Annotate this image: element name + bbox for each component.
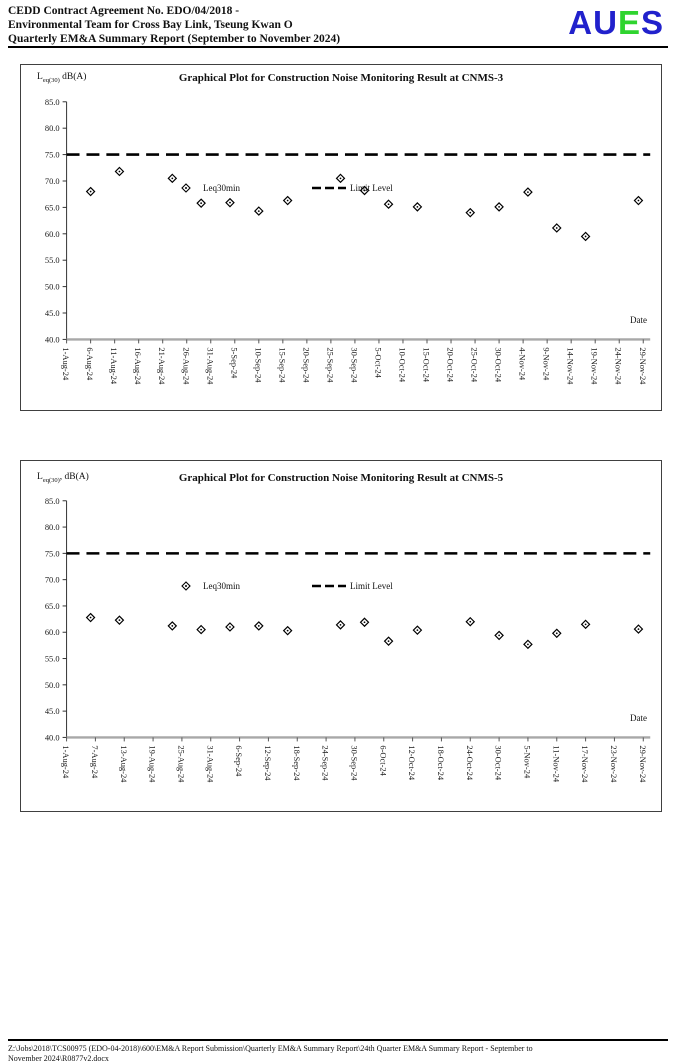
x-tick-label: 11-Aug-24 [109, 347, 120, 385]
data-point-center [171, 625, 173, 627]
data-point-center [90, 617, 92, 619]
y-tick-label: 70.0 [44, 175, 60, 186]
data-point-center [119, 619, 121, 621]
x-tick-label: 20-Sep-24 [301, 347, 312, 383]
data-point-center [258, 210, 260, 212]
x-tick-label: 29-Nov-24 [637, 347, 648, 385]
x-tick-label: 6-Oct-24 [378, 745, 389, 776]
x-tick-label: 4-Nov-24 [517, 347, 528, 381]
x-tick-label: 13-Aug-24 [118, 745, 129, 783]
legend-limit-level-label: Limit Level [350, 581, 393, 591]
data-point-center [287, 200, 289, 202]
x-tick-label: 29-Nov-24 [637, 745, 648, 783]
x-tick-label: 30-Sep-24 [349, 745, 360, 781]
x-tick-label: 6-Sep-24 [234, 745, 245, 777]
page-header [8, 4, 668, 48]
y-tick-label: 45.0 [44, 307, 60, 318]
x-tick-label: 7-Aug-24 [89, 745, 100, 779]
header-divider-rule [8, 46, 668, 48]
y-axis-title-suffix: , dB(A) [59, 472, 89, 482]
x-tick-label: 12-Sep-24 [262, 745, 273, 781]
data-point-center [258, 625, 260, 627]
x-tick-label: 5-Oct-24 [373, 347, 384, 378]
x-tick-label: 6-Aug-24 [85, 347, 96, 381]
chart-title: Graphical Plot for Construction Noise Monitoring Result at CNMS-5 [178, 472, 504, 484]
y-axis-title-suffix: dB(A) [59, 72, 87, 82]
x-tick-label: 15-Sep-24 [277, 347, 288, 383]
x-tick-label: 1-Aug-24 [61, 745, 72, 779]
x-tick-label: 18-Oct-24 [435, 745, 446, 781]
x-tick-label: 12-Oct-24 [407, 745, 418, 781]
chart-title: Graphical Plot for Construction Noise Monitoring Result at CNMS-3 [178, 72, 504, 84]
y-tick-label: 85.0 [44, 96, 60, 107]
y-tick-label: 50.0 [44, 679, 60, 690]
legend-leq30min-label: Leq30min [203, 183, 240, 193]
x-tick-label: 31-Aug-24 [205, 347, 216, 385]
header-line-contract: CEDD Contract Agreement No. EDO/04/2018 - [8, 5, 240, 17]
chart-legend [181, 183, 393, 193]
legend-limit-level-label: Limit Level [350, 183, 393, 193]
y-tick-label: 60.0 [44, 228, 60, 239]
aues-logo [568, 4, 664, 42]
x-tick-label: 17-Nov-24 [580, 745, 591, 783]
data-point-center [90, 191, 92, 193]
data-point-center [638, 200, 640, 202]
footer-path-line2: November 2024\R0877v2.docx [8, 1053, 109, 1063]
x-axis-title: Date [630, 713, 647, 723]
data-point-center [200, 202, 202, 204]
dashed-line-icon [312, 583, 346, 589]
x-tick-label: 24-Sep-24 [320, 745, 331, 781]
x-tick-label: 11-Nov-24 [551, 745, 562, 783]
logo-letter-s: S [640, 4, 664, 41]
data-point-center [229, 626, 231, 628]
x-tick-label: 19-Aug-24 [147, 745, 158, 783]
x-tick-label: 23-Nov-24 [608, 745, 619, 783]
data-point-center [287, 630, 289, 632]
y-tick-label: 65.0 [44, 202, 60, 213]
x-tick-label: 25-Oct-24 [469, 347, 480, 383]
x-tick-label: 10-Oct-24 [397, 347, 408, 383]
y-tick-label: 40.0 [44, 334, 60, 345]
x-tick-label: 16-Aug-24 [133, 347, 144, 385]
data-point-center [585, 236, 587, 238]
data-point-center [527, 643, 529, 645]
data-point-center [229, 202, 231, 204]
logo-letter-a: A [568, 4, 594, 41]
data-point-center [340, 624, 342, 626]
y-tick-label: 55.0 [44, 255, 60, 266]
data-point-center [417, 629, 419, 631]
noise-plot-svg-cnms3 [21, 65, 661, 410]
data-point-center [585, 623, 587, 625]
x-tick-label: 30-Sep-24 [349, 347, 360, 383]
x-tick-label: 5-Nov-24 [522, 745, 533, 779]
header-title-block [8, 4, 340, 46]
diamond-marker-icon [181, 581, 191, 591]
legend-leq30min-label: Leq30min [203, 581, 240, 591]
logo-letter-e: E [617, 4, 641, 41]
chart-legend [181, 581, 393, 591]
x-tick-label: 25-Aug-24 [176, 745, 187, 783]
x-tick-label: 1-Aug-24 [61, 347, 72, 381]
data-point-center [388, 203, 390, 205]
data-point-center [498, 206, 500, 208]
footer-divider-rule [8, 1039, 668, 1041]
y-tick-label: 80.0 [44, 123, 60, 134]
data-point-center [388, 640, 390, 642]
data-point-center [527, 191, 529, 193]
data-point-center [498, 635, 500, 637]
data-point-center [364, 621, 366, 623]
header-line-report: Quarterly EM&A Summary Report (September to November 2024) [8, 33, 341, 45]
y-tick-label: 80.0 [44, 522, 60, 533]
data-point-center [469, 212, 471, 214]
diamond-marker-icon [181, 183, 191, 193]
data-point-center [340, 177, 342, 179]
x-tick-label: 15-Oct-24 [421, 347, 432, 383]
y-tick-label: 70.0 [44, 574, 60, 585]
data-point-center [556, 632, 558, 634]
data-point-center [556, 227, 558, 229]
header-line-team: Environmental Team for Cross Bay Link, Tseung Kwan O [8, 19, 293, 31]
y-tick-label: 60.0 [44, 627, 60, 638]
y-tick-label: 50.0 [44, 281, 60, 292]
x-tick-label: 18-Sep-24 [291, 745, 302, 781]
x-tick-label: 20-Oct-24 [445, 347, 456, 383]
y-tick-label: 75.0 [44, 149, 60, 160]
x-axis-title: Date [630, 315, 647, 325]
x-tick-label: 25-Sep-24 [325, 347, 336, 383]
y-axis-title-prefix: L [37, 72, 43, 82]
y-tick-label: 40.0 [44, 732, 60, 743]
y-tick-label: 55.0 [44, 653, 60, 664]
x-tick-label: 30-Oct-24 [493, 347, 504, 383]
noise-plot-svg-cnms5 [21, 461, 661, 811]
x-tick-label: 30-Oct-24 [493, 745, 504, 781]
x-tick-label: 19-Nov-24 [589, 347, 600, 385]
y-tick-label: 65.0 [44, 600, 60, 611]
x-tick-label: 10-Sep-24 [253, 347, 264, 383]
x-tick-label: 31-Aug-24 [205, 745, 216, 783]
logo-letter-u: U [593, 4, 618, 41]
y-axis-title-sub: eq(30) [42, 476, 60, 484]
y-axis-title-sub: eq(30) [42, 76, 60, 84]
data-point-center [469, 621, 471, 623]
data-point-center [416, 206, 418, 208]
y-tick-label: 45.0 [44, 706, 60, 717]
dashed-line-icon [312, 185, 346, 191]
y-tick-label: 75.0 [44, 548, 60, 559]
y-tick-label: 85.0 [44, 495, 60, 506]
x-tick-label: 26-Aug-24 [181, 347, 192, 385]
footer-path-line1: Z:\Jobs\2018\TCS00975 (EDO-04-2018)\600\EM&A Report Submission\Quarterly EM&A Summary Report\24th Quarter EM&A Summary Report - September to [8, 1044, 533, 1053]
y-axis-title-prefix: L [37, 472, 43, 482]
chart-cnms5 [20, 460, 662, 812]
data-point-center [200, 629, 202, 631]
footer-file-path [8, 1044, 670, 1063]
data-point-center [638, 628, 640, 630]
data-point-center [119, 171, 121, 173]
x-tick-label: 24-Oct-24 [464, 745, 475, 781]
data-point-center [171, 177, 173, 179]
x-tick-label: 5-Sep-24 [229, 347, 240, 379]
x-tick-label: 9-Nov-24 [541, 347, 552, 381]
chart-cnms3 [20, 64, 662, 411]
x-tick-label: 21-Aug-24 [157, 347, 168, 385]
x-tick-label: 24-Nov-24 [613, 347, 624, 385]
x-tick-label: 14-Nov-24 [565, 347, 576, 385]
